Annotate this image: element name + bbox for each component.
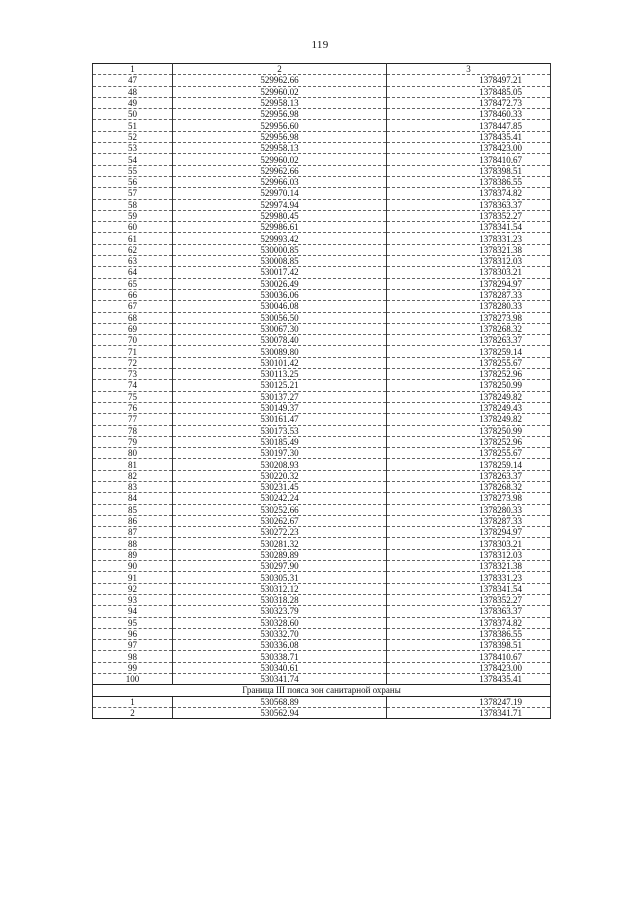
header-row bbox=[93, 64, 551, 75]
x-coordinate-cell: 530568.89 bbox=[173, 696, 387, 707]
point-number-cell: 66 bbox=[93, 289, 173, 300]
y-coordinate-cell: 1378249.82 bbox=[387, 414, 551, 425]
x-coordinate-cell: 530341.74 bbox=[173, 674, 387, 685]
point-number-cell: 48 bbox=[93, 86, 173, 97]
x-coordinate-cell: 530046.08 bbox=[173, 301, 387, 312]
point-number-cell: 78 bbox=[93, 425, 173, 436]
x-coordinate-cell: 530562.94 bbox=[173, 707, 387, 718]
y-coordinate-cell: 1378250.99 bbox=[387, 425, 551, 436]
point-number-cell: 90 bbox=[93, 561, 173, 572]
point-number-cell: 49 bbox=[93, 97, 173, 108]
x-coordinate-cell: 530208.93 bbox=[173, 459, 387, 470]
x-coordinate-cell: 530000.85 bbox=[173, 244, 387, 255]
table-row bbox=[93, 154, 551, 165]
x-coordinate-cell: 530281.32 bbox=[173, 538, 387, 549]
point-number-cell: 79 bbox=[93, 436, 173, 447]
y-coordinate-cell: 1378287.33 bbox=[387, 289, 551, 300]
table-row bbox=[93, 323, 551, 334]
x-coordinate-cell: 530008.85 bbox=[173, 256, 387, 267]
table-row bbox=[93, 210, 551, 221]
y-coordinate-cell: 1378341.54 bbox=[387, 222, 551, 233]
x-coordinate-cell: 529962.66 bbox=[173, 165, 387, 176]
point-number-cell: 96 bbox=[93, 628, 173, 639]
table-row bbox=[93, 470, 551, 481]
y-coordinate-cell: 1378435.41 bbox=[387, 674, 551, 685]
table-row bbox=[93, 109, 551, 120]
point-number-cell: 97 bbox=[93, 640, 173, 651]
point-number-cell: 84 bbox=[93, 493, 173, 504]
x-coordinate-cell: 529980.45 bbox=[173, 210, 387, 221]
x-coordinate-cell: 530323.79 bbox=[173, 606, 387, 617]
x-coordinate-cell: 530305.31 bbox=[173, 572, 387, 583]
x-coordinate-cell: 530297.90 bbox=[173, 561, 387, 572]
table-row bbox=[93, 628, 551, 639]
x-coordinate-cell: 529960.02 bbox=[173, 86, 387, 97]
y-coordinate-cell: 1378423.00 bbox=[387, 143, 551, 154]
point-number-cell: 54 bbox=[93, 154, 173, 165]
table-row bbox=[93, 538, 551, 549]
table-row bbox=[93, 572, 551, 583]
y-coordinate-cell: 1378341.71 bbox=[387, 707, 551, 718]
table-row bbox=[93, 402, 551, 413]
column-header-y: 3 bbox=[387, 64, 551, 75]
point-number-cell: 85 bbox=[93, 504, 173, 515]
y-coordinate-cell: 1378410.67 bbox=[387, 651, 551, 662]
point-number-cell: 92 bbox=[93, 583, 173, 594]
y-coordinate-cell: 1378273.98 bbox=[387, 312, 551, 323]
y-coordinate-cell: 1378255.67 bbox=[387, 357, 551, 368]
y-coordinate-cell: 1378250.99 bbox=[387, 380, 551, 391]
column-header-x: 2 bbox=[173, 64, 387, 75]
point-number-cell: 99 bbox=[93, 662, 173, 673]
x-coordinate-cell: 530026.49 bbox=[173, 278, 387, 289]
point-number-cell: 1 bbox=[93, 696, 173, 707]
table-row bbox=[93, 335, 551, 346]
y-coordinate-cell: 1378447.85 bbox=[387, 120, 551, 131]
table-row bbox=[93, 594, 551, 605]
y-coordinate-cell: 1378255.67 bbox=[387, 448, 551, 459]
table-row bbox=[93, 222, 551, 233]
y-coordinate-cell: 1378249.82 bbox=[387, 391, 551, 402]
point-number-cell: 83 bbox=[93, 481, 173, 492]
x-coordinate-cell: 529993.42 bbox=[173, 233, 387, 244]
point-number-cell: 58 bbox=[93, 199, 173, 210]
x-coordinate-cell: 530149.37 bbox=[173, 402, 387, 413]
y-coordinate-cell: 1378497.21 bbox=[387, 75, 551, 86]
table-row bbox=[93, 131, 551, 142]
y-coordinate-cell: 1378472.73 bbox=[387, 97, 551, 108]
x-coordinate-cell: 530220.32 bbox=[173, 470, 387, 481]
x-coordinate-cell: 530312.12 bbox=[173, 583, 387, 594]
y-coordinate-cell: 1378247.19 bbox=[387, 696, 551, 707]
y-coordinate-cell: 1378321.38 bbox=[387, 244, 551, 255]
x-coordinate-cell: 529956.98 bbox=[173, 131, 387, 142]
y-coordinate-cell: 1378460.33 bbox=[387, 109, 551, 120]
y-coordinate-cell: 1378263.37 bbox=[387, 335, 551, 346]
point-number-cell: 88 bbox=[93, 538, 173, 549]
y-coordinate-cell: 1378410.67 bbox=[387, 154, 551, 165]
table-row bbox=[93, 651, 551, 662]
x-coordinate-cell: 530336.08 bbox=[173, 640, 387, 651]
x-coordinate-cell: 530231.45 bbox=[173, 481, 387, 492]
x-coordinate-cell: 529958.13 bbox=[173, 143, 387, 154]
x-coordinate-cell: 530125.21 bbox=[173, 380, 387, 391]
point-number-cell: 91 bbox=[93, 572, 173, 583]
point-number-cell: 82 bbox=[93, 470, 173, 481]
table-row bbox=[93, 448, 551, 459]
coordinates-table-body bbox=[93, 64, 551, 719]
point-number-cell: 77 bbox=[93, 414, 173, 425]
table-row bbox=[93, 583, 551, 594]
y-coordinate-cell: 1378259.14 bbox=[387, 346, 551, 357]
x-coordinate-cell: 529960.02 bbox=[173, 154, 387, 165]
x-coordinate-cell: 530137.27 bbox=[173, 391, 387, 402]
point-number-cell: 86 bbox=[93, 515, 173, 526]
x-coordinate-cell: 530089.80 bbox=[173, 346, 387, 357]
table-row bbox=[93, 459, 551, 470]
coordinates-table bbox=[92, 63, 551, 719]
section-title: Граница III пояса зон санитарной охраны bbox=[93, 685, 551, 696]
point-number-cell: 98 bbox=[93, 651, 173, 662]
x-coordinate-cell: 530242.24 bbox=[173, 493, 387, 504]
table-row bbox=[93, 391, 551, 402]
y-coordinate-cell: 1378303.21 bbox=[387, 267, 551, 278]
y-coordinate-cell: 1378321.38 bbox=[387, 561, 551, 572]
y-coordinate-cell: 1378374.82 bbox=[387, 188, 551, 199]
point-number-cell: 56 bbox=[93, 176, 173, 187]
point-number-cell: 61 bbox=[93, 233, 173, 244]
point-number-cell: 94 bbox=[93, 606, 173, 617]
y-coordinate-cell: 1378294.97 bbox=[387, 278, 551, 289]
table-row bbox=[93, 640, 551, 651]
x-coordinate-cell: 530332.70 bbox=[173, 628, 387, 639]
x-coordinate-cell: 530262.67 bbox=[173, 515, 387, 526]
table-row bbox=[93, 176, 551, 187]
point-number-cell: 72 bbox=[93, 357, 173, 368]
point-number-cell: 100 bbox=[93, 674, 173, 685]
table-row bbox=[93, 188, 551, 199]
x-coordinate-cell: 530036.06 bbox=[173, 289, 387, 300]
y-coordinate-cell: 1378435.41 bbox=[387, 131, 551, 142]
point-number-cell: 75 bbox=[93, 391, 173, 402]
table-row bbox=[93, 425, 551, 436]
point-number-cell: 87 bbox=[93, 527, 173, 538]
y-coordinate-cell: 1378374.82 bbox=[387, 617, 551, 628]
point-number-cell: 76 bbox=[93, 402, 173, 413]
y-coordinate-cell: 1378331.23 bbox=[387, 572, 551, 583]
point-number-cell: 50 bbox=[93, 109, 173, 120]
x-coordinate-cell: 530067.30 bbox=[173, 323, 387, 334]
y-coordinate-cell: 1378485.05 bbox=[387, 86, 551, 97]
x-coordinate-cell: 529958.13 bbox=[173, 97, 387, 108]
y-coordinate-cell: 1378386.55 bbox=[387, 176, 551, 187]
x-coordinate-cell: 530056.50 bbox=[173, 312, 387, 323]
point-number-cell: 57 bbox=[93, 188, 173, 199]
table-row bbox=[93, 481, 551, 492]
table-row bbox=[93, 278, 551, 289]
table-row bbox=[93, 674, 551, 685]
x-coordinate-cell: 529986.61 bbox=[173, 222, 387, 233]
y-coordinate-cell: 1378268.32 bbox=[387, 323, 551, 334]
table-row bbox=[93, 662, 551, 673]
table-row bbox=[93, 515, 551, 526]
table-row bbox=[93, 380, 551, 391]
table-row bbox=[93, 267, 551, 278]
point-number-cell: 81 bbox=[93, 459, 173, 470]
x-coordinate-cell: 529970.14 bbox=[173, 188, 387, 199]
x-coordinate-cell: 530340.61 bbox=[173, 662, 387, 673]
table-row bbox=[93, 346, 551, 357]
x-coordinate-cell: 530173.53 bbox=[173, 425, 387, 436]
table-row bbox=[93, 86, 551, 97]
y-coordinate-cell: 1378352.27 bbox=[387, 210, 551, 221]
x-coordinate-cell: 529974.94 bbox=[173, 199, 387, 210]
x-coordinate-cell: 530113.25 bbox=[173, 369, 387, 380]
x-coordinate-cell: 530328.60 bbox=[173, 617, 387, 628]
table-row bbox=[93, 97, 551, 108]
table-row bbox=[93, 527, 551, 538]
y-coordinate-cell: 1378249.43 bbox=[387, 402, 551, 413]
table-row bbox=[93, 696, 551, 707]
point-number-cell: 70 bbox=[93, 335, 173, 346]
point-number-cell: 69 bbox=[93, 323, 173, 334]
point-number-cell: 89 bbox=[93, 549, 173, 560]
x-coordinate-cell: 530161.47 bbox=[173, 414, 387, 425]
point-number-cell: 55 bbox=[93, 165, 173, 176]
point-number-cell: 93 bbox=[93, 594, 173, 605]
table-row bbox=[93, 244, 551, 255]
y-coordinate-cell: 1378312.03 bbox=[387, 256, 551, 267]
y-coordinate-cell: 1378352.27 bbox=[387, 594, 551, 605]
point-number-cell: 53 bbox=[93, 143, 173, 154]
table-row bbox=[93, 369, 551, 380]
y-coordinate-cell: 1378386.55 bbox=[387, 628, 551, 639]
x-coordinate-cell: 529962.66 bbox=[173, 75, 387, 86]
y-coordinate-cell: 1378273.98 bbox=[387, 493, 551, 504]
y-coordinate-cell: 1378363.37 bbox=[387, 199, 551, 210]
point-number-cell: 73 bbox=[93, 369, 173, 380]
y-coordinate-cell: 1378287.33 bbox=[387, 515, 551, 526]
point-number-cell: 65 bbox=[93, 278, 173, 289]
x-coordinate-cell: 530272.23 bbox=[173, 527, 387, 538]
page-number: 119 bbox=[311, 39, 329, 51]
y-coordinate-cell: 1378398.51 bbox=[387, 165, 551, 176]
table-row bbox=[93, 606, 551, 617]
y-coordinate-cell: 1378294.97 bbox=[387, 527, 551, 538]
y-coordinate-cell: 1378263.37 bbox=[387, 470, 551, 481]
y-coordinate-cell: 1378398.51 bbox=[387, 640, 551, 651]
table-row bbox=[93, 199, 551, 210]
table-row bbox=[93, 75, 551, 86]
y-coordinate-cell: 1378252.96 bbox=[387, 436, 551, 447]
point-number-cell: 2 bbox=[93, 707, 173, 718]
point-number-cell: 64 bbox=[93, 267, 173, 278]
table-row bbox=[93, 143, 551, 154]
table-row bbox=[93, 233, 551, 244]
point-number-cell: 95 bbox=[93, 617, 173, 628]
x-coordinate-cell: 530185.49 bbox=[173, 436, 387, 447]
table-row bbox=[93, 357, 551, 368]
y-coordinate-cell: 1378363.37 bbox=[387, 606, 551, 617]
x-coordinate-cell: 530318.28 bbox=[173, 594, 387, 605]
point-number-cell: 67 bbox=[93, 301, 173, 312]
table-row bbox=[93, 436, 551, 447]
y-coordinate-cell: 1378259.14 bbox=[387, 459, 551, 470]
point-number-cell: 74 bbox=[93, 380, 173, 391]
x-coordinate-cell: 530252.66 bbox=[173, 504, 387, 515]
table-row bbox=[93, 414, 551, 425]
table-row bbox=[93, 707, 551, 718]
table-row bbox=[93, 312, 551, 323]
x-coordinate-cell: 530197.30 bbox=[173, 448, 387, 459]
x-coordinate-cell: 529966.03 bbox=[173, 176, 387, 187]
x-coordinate-cell: 530101.42 bbox=[173, 357, 387, 368]
table-row bbox=[93, 504, 551, 515]
column-header-number: 1 bbox=[93, 64, 173, 75]
point-number-cell: 62 bbox=[93, 244, 173, 255]
point-number-cell: 60 bbox=[93, 222, 173, 233]
point-number-cell: 71 bbox=[93, 346, 173, 357]
y-coordinate-cell: 1378303.21 bbox=[387, 538, 551, 549]
point-number-cell: 68 bbox=[93, 312, 173, 323]
x-coordinate-cell: 530078.40 bbox=[173, 335, 387, 346]
x-coordinate-cell: 530289.89 bbox=[173, 549, 387, 560]
x-coordinate-cell: 529956.98 bbox=[173, 109, 387, 120]
point-number-cell: 47 bbox=[93, 75, 173, 86]
x-coordinate-cell: 529956.60 bbox=[173, 120, 387, 131]
table-row bbox=[93, 493, 551, 504]
y-coordinate-cell: 1378280.33 bbox=[387, 504, 551, 515]
x-coordinate-cell: 530017.42 bbox=[173, 267, 387, 278]
y-coordinate-cell: 1378341.54 bbox=[387, 583, 551, 594]
y-coordinate-cell: 1378423.00 bbox=[387, 662, 551, 673]
table-row bbox=[93, 256, 551, 267]
table-row bbox=[93, 549, 551, 560]
table-row bbox=[93, 120, 551, 131]
section-title-row bbox=[93, 685, 551, 696]
table-row bbox=[93, 561, 551, 572]
table-row bbox=[93, 301, 551, 312]
y-coordinate-cell: 1378312.03 bbox=[387, 549, 551, 560]
table-row bbox=[93, 289, 551, 300]
table-row bbox=[93, 617, 551, 628]
table-row bbox=[93, 165, 551, 176]
point-number-cell: 52 bbox=[93, 131, 173, 142]
point-number-cell: 63 bbox=[93, 256, 173, 267]
y-coordinate-cell: 1378280.33 bbox=[387, 301, 551, 312]
point-number-cell: 80 bbox=[93, 448, 173, 459]
x-coordinate-cell: 530338.71 bbox=[173, 651, 387, 662]
y-coordinate-cell: 1378252.96 bbox=[387, 369, 551, 380]
y-coordinate-cell: 1378331.23 bbox=[387, 233, 551, 244]
point-number-cell: 59 bbox=[93, 210, 173, 221]
point-number-cell: 51 bbox=[93, 120, 173, 131]
y-coordinate-cell: 1378268.32 bbox=[387, 481, 551, 492]
